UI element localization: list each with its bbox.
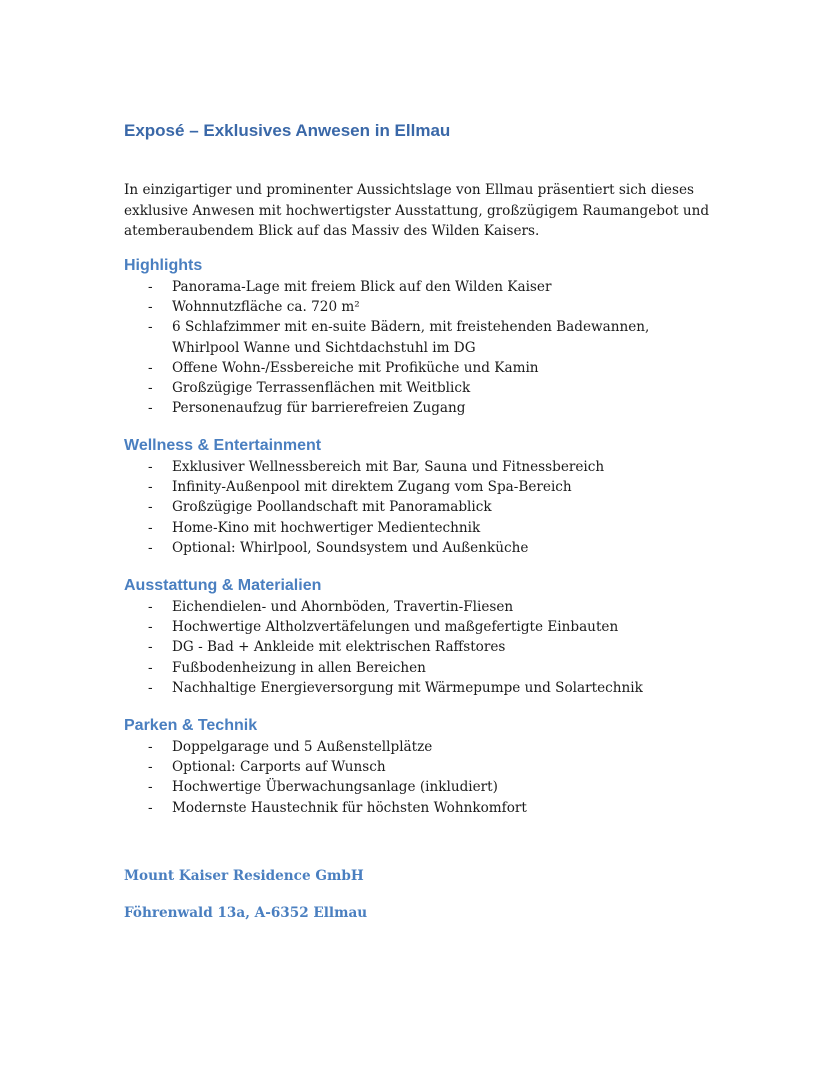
list-item	[124, 297, 724, 317]
bullet-dash: -	[148, 380, 153, 397]
list-item	[124, 317, 684, 357]
list-item-text: Nachhaltige Energieversorgung mit Wärmepumpe und Solartechnik	[172, 679, 643, 696]
bullet-list	[124, 737, 724, 818]
bullet-dash: -	[148, 739, 153, 755]
bullet-dash: -	[148, 779, 153, 796]
list-item-text: Infinity-Außenpool mit direktem Zugang vom Spa-Bereich	[172, 479, 572, 496]
list-item	[124, 617, 724, 637]
bullet-dash: -	[148, 639, 153, 656]
list-item-text: 6 Schlafzimmer mit en-suite Bädern, mit freistehenden Badewannen, Whirlpool Wanne und Sichtdachstuhl im DG	[172, 319, 650, 356]
bullet-dash: -	[148, 299, 153, 316]
bullet-list	[124, 277, 724, 418]
bullet-list	[124, 597, 724, 698]
bullet-dash: -	[148, 400, 153, 417]
list-item-text: Großzügige Poollandschaft mit Panoramablick	[172, 499, 492, 516]
list-item	[124, 637, 724, 657]
list-item-text: Wohnnutzfläche ca. 720 m²	[172, 299, 360, 316]
bullet-dash: -	[148, 319, 153, 336]
bullet-dash: -	[148, 279, 153, 295]
list-item	[124, 757, 724, 777]
list-item-text: Personenaufzug für barrierefreien Zugang	[172, 400, 466, 417]
section-highlights	[124, 255, 724, 418]
section-heading: Parken & Technik	[124, 717, 258, 734]
list-item	[124, 737, 724, 757]
list-item	[124, 497, 724, 517]
bullet-list	[124, 457, 724, 558]
section-heading: Ausstattung & Materialien	[124, 577, 322, 594]
company-address: Föhrenwald 13a, A-6352 Ellmau	[124, 905, 368, 921]
list-item	[124, 378, 724, 398]
bullet-dash: -	[148, 539, 153, 556]
list-item	[124, 658, 724, 678]
bullet-dash: -	[148, 659, 153, 676]
list-item	[124, 538, 724, 558]
list-item-text: Modernste Haustechnik für höchsten Wohnkomfort	[172, 799, 527, 816]
list-item	[124, 457, 724, 477]
bullet-dash: -	[148, 499, 153, 516]
list-item	[124, 678, 724, 698]
list-item-text: Home-Kino mit hochwertiger Medientechnik	[172, 519, 481, 536]
list-item-text: Offene Wohn-/Essbereiche mit Profiküche und Kamin	[172, 359, 539, 376]
document-title: Exposé – Exklusives Anwesen in Ellmau	[124, 121, 451, 140]
bullet-dash: -	[148, 619, 153, 636]
section-heading: Wellness & Entertainment	[124, 437, 322, 454]
list-item-text: Großzügige Terrassenflächen mit Weitblick	[172, 380, 471, 397]
bullet-dash: -	[148, 679, 153, 696]
list-item-text: Optional: Carports auf Wunsch	[172, 759, 386, 776]
bullet-dash: -	[148, 799, 153, 816]
bullet-dash: -	[148, 479, 153, 496]
list-item	[124, 518, 724, 538]
list-item-text: Eichendielen- und Ahornböden, Travertin-Fliesen	[172, 599, 514, 615]
list-item	[124, 798, 724, 818]
list-item	[124, 398, 724, 418]
list-item-text: Hochwertige Überwachungsanlage (inkludiert)	[172, 779, 498, 796]
list-item	[124, 777, 724, 797]
list-item	[124, 597, 724, 617]
list-item-text: Exklusiver Wellnessbereich mit Bar, Sauna und Fitnessbereich	[172, 459, 605, 475]
list-item-text: DG - Bad + Ankleide mit elektrischen Raffstores	[172, 639, 506, 656]
company-name: Mount Kaiser Residence GmbH	[124, 868, 364, 884]
list-item-text: Hochwertige Altholzvertäfelungen und maßgefertigte Einbauten	[172, 619, 619, 636]
list-item-text: Fußbodenheizung in allen Bereichen	[172, 659, 426, 676]
section-wellness	[124, 435, 724, 558]
list-item	[124, 477, 724, 497]
intro-paragraph: In einzigartiger und prominenter Aussichtslage von Ellmau präsentiert sich dieses exklusive Anwesen mit hochwertigster Ausstattung, großzügigem Raumangebot und atemberaubendem Blick auf das Massiv des Wilden Kaisers.	[124, 182, 710, 239]
list-item	[124, 277, 724, 297]
bullet-dash: -	[148, 459, 153, 475]
list-item	[124, 358, 724, 378]
section-ausstattung	[124, 575, 724, 698]
bullet-dash: -	[148, 759, 153, 776]
bullet-dash: -	[148, 519, 153, 536]
list-item-text: Doppelgarage und 5 Außenstellplätze	[172, 739, 433, 755]
bullet-dash: -	[148, 599, 153, 615]
bullet-dash: -	[148, 359, 153, 376]
section-parken	[124, 715, 724, 818]
list-item-text: Panorama-Lage mit freiem Blick auf den Wilden Kaiser	[172, 279, 552, 295]
list-item-text: Optional: Whirlpool, Soundsystem und Außenküche	[172, 539, 529, 556]
section-heading: Highlights	[124, 257, 203, 274]
